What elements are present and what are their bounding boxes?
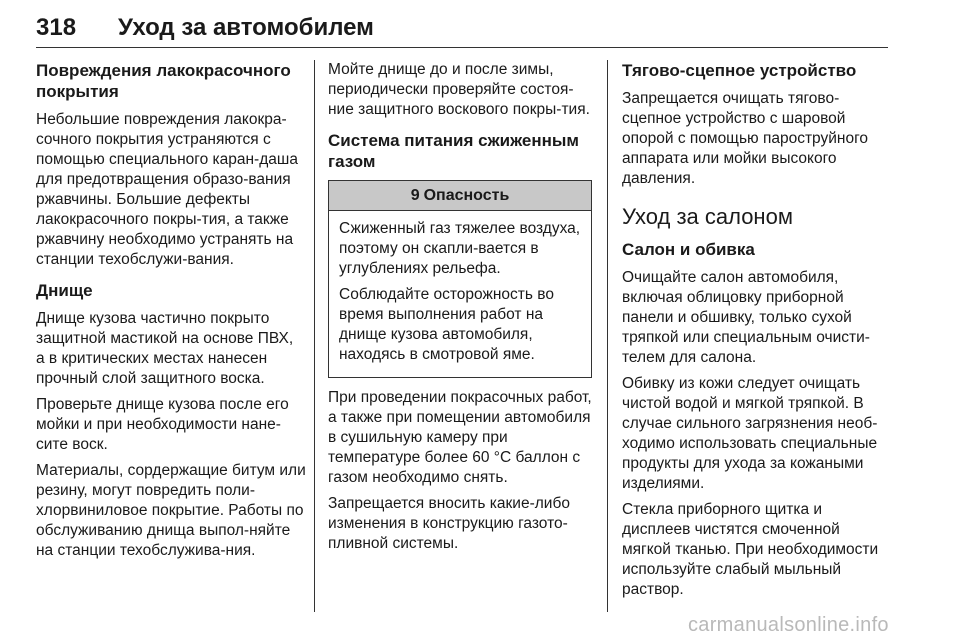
paragraph: Очищайте салон автомобиля, включая облицовку приборной панели и обшивку, только сухой тряпкой или специальным очисти-телем для салона.	[622, 269, 870, 366]
paragraph: Запрещается очищать тягово-сцепное устройство с шаровой опорой с помощью пароструйного аппарата или мойки высокого давления.	[622, 90, 869, 187]
column-divider-2	[607, 60, 608, 612]
danger-header	[329, 181, 591, 211]
header-rule	[36, 47, 888, 48]
danger-title: Опасность	[423, 187, 510, 204]
chapter-title: Уход за автомобилем	[118, 14, 374, 41]
paragraph: Небольшие повреждения лакокра-сочного покрытия устраняются с помощью специального каран-даша для предотвращения образо-вания ржавчины. Большие дефекты лакокрасочного покры-тия, а также ржавчину необходимо устранять на станции техобслужи-вания.	[36, 111, 298, 268]
page-number: 318	[36, 14, 77, 41]
danger-box	[328, 180, 592, 378]
paragraph: При проведении покрасочных работ, а также при помещении автомобиля в сушильную камеру при температуре более 60 °C баллон с газом необходимо снять.	[328, 389, 592, 486]
danger-body	[329, 211, 591, 377]
heading-tow-hitch: Тягово-сцепное устройство	[622, 61, 857, 80]
heading-interior-upholstery: Салон и обивка	[622, 240, 755, 259]
warning-icon: 9	[410, 187, 420, 204]
watermark-text: carmanualsonline.info	[688, 614, 889, 636]
paragraph: Днище кузова частично покрыто защитной мастикой на основе ПВХ, а в критических местах нанесен прочный слой защитного воска.	[36, 310, 294, 387]
paragraph: Стекла приборного щитка и дисплеев чистятся смоченной мягкой тканью. При необходимости используйте слабый мыльный раствор.	[622, 501, 879, 598]
column-middle	[328, 60, 596, 560]
paragraph: Мойте днище до и после зимы, периодически проверяйте состоя-ние защитного воскового покры-тия.	[328, 61, 590, 118]
heading-interior-care: Уход за салоном	[622, 204, 793, 229]
column-left	[36, 60, 306, 567]
heading-lpg-system: Система питания сжиженным газом	[328, 131, 579, 171]
paragraph: Материалы, сордержащие битум или резину, могут повредить поли-хлорвиниловое покрытие. Работы по обслуживанию днища выпол-няйте на станции техобслужива-ния.	[36, 462, 306, 559]
heading-paint-damage: Повреждения лакокрасочного покрытия	[36, 61, 291, 101]
paragraph: Запрещается вносить какие-либо изменения в конструкцию газото-пливной системы.	[328, 495, 570, 552]
danger-paragraph: Соблюдайте осторожность во время выполнения работ на днище кузова автомобиля, находясь в смотровой яме.	[339, 286, 554, 363]
heading-underbody: Днище	[36, 281, 93, 300]
paragraph: Проверьте днище кузова после его мойки и при необходимости нане-сите воск.	[36, 396, 289, 453]
danger-paragraph: Сжиженный газ тяжелее воздуха, поэтому он скапли-вается в углублениях рельефа.	[339, 220, 581, 277]
column-divider-1	[314, 60, 315, 612]
page-header	[36, 14, 888, 48]
column-right	[622, 60, 892, 606]
paragraph: Обивку из кожи следует очищать чистой водой и мягкой тряпкой. В случае сильного загрязнения необ-ходимо использовать специальные продукты для ухода за кожаными изделиями.	[622, 375, 878, 492]
